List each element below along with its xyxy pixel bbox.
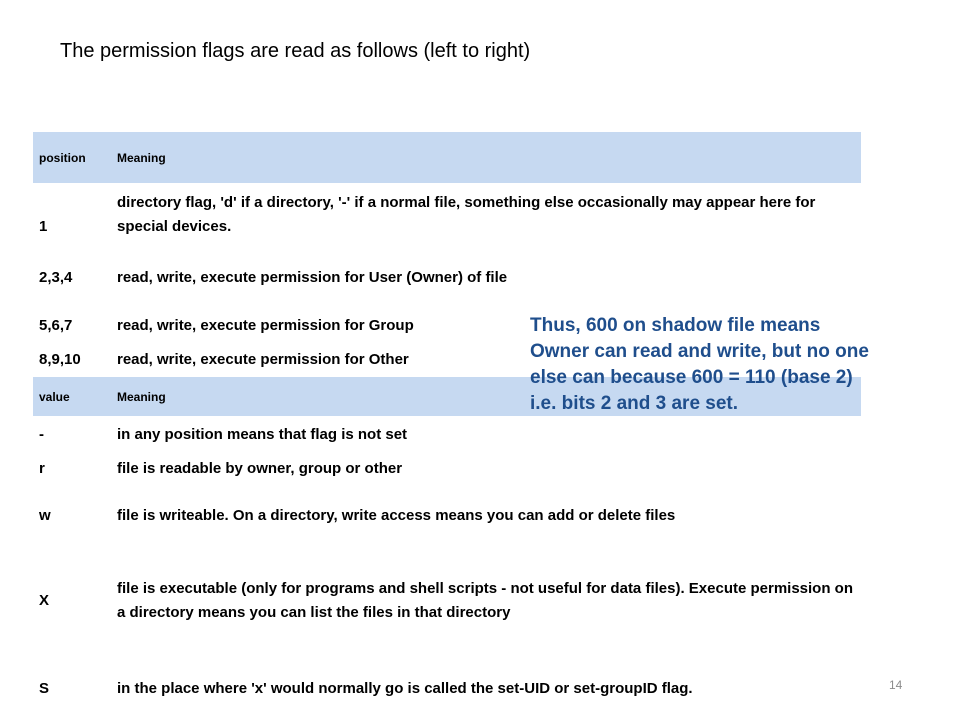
table-cell-meaning: file is readable by owner, group or other (117, 460, 403, 477)
table-cell-meaning: in the place where 'x' would normally go is called the set-UID or set-groupID flag. (117, 680, 693, 697)
table-cell-value: w (39, 507, 51, 524)
page-number: 14 (889, 678, 903, 692)
table-cell-meaning: read, write, execute permission for Other (117, 351, 409, 368)
callout-line: else can because 600 = 110 (base 2) (530, 367, 853, 388)
callout-line: Owner can read and write, but no one (530, 341, 869, 362)
table-cell-position: 5,6,7 (39, 317, 73, 334)
table-cell-position: 1 (39, 218, 48, 235)
table-cell-meaning: file is writeable. On a directory, write access means you can add or delete files (117, 507, 676, 524)
table-row (33, 187, 861, 243)
table-row (33, 422, 861, 448)
table-cell-meaning: in any position means that flag is not set (117, 426, 408, 443)
table-cell-meaning: read, write, execute permission for Group (117, 317, 414, 334)
table-row (33, 456, 861, 482)
table-row (33, 676, 861, 702)
callout-line: Thus, 600 on shadow file means (530, 315, 821, 336)
table1-header-position: position (39, 150, 86, 165)
table-row (33, 503, 861, 529)
table-cell-meaning: directory flag, 'd' if a directory, '-' if a normal file, something else occasionally may appear here for special devices. (117, 194, 816, 235)
table-row (33, 573, 861, 629)
table-cell-position: 8,9,10 (39, 351, 81, 368)
table-cell-value: S (39, 680, 50, 697)
table-cell-value: r (39, 460, 45, 477)
table2-header-value: value (39, 389, 70, 404)
table-row (33, 265, 861, 291)
table1-header-meaning: Meaning (117, 150, 166, 165)
slide-title: The permission flags are read as follows (left to right) (60, 40, 531, 62)
table-cell-meaning: read, write, execute permission for User (Owner) of file (117, 269, 508, 286)
table-cell-position: 2,3,4 (39, 269, 73, 286)
table-cell-meaning: file is executable (only for programs and shell scripts - not useful for data files). Execute permission on a directory means you can list the files in that directory (117, 580, 854, 621)
table-cell-value: - (39, 426, 44, 443)
table2-header-meaning: Meaning (117, 389, 166, 404)
table-cell-value: X (39, 592, 50, 609)
shadow-file-callout (530, 313, 950, 417)
table1-header-row (33, 132, 861, 183)
callout-line: i.e. bits 2 and 3 are set. (530, 393, 739, 414)
